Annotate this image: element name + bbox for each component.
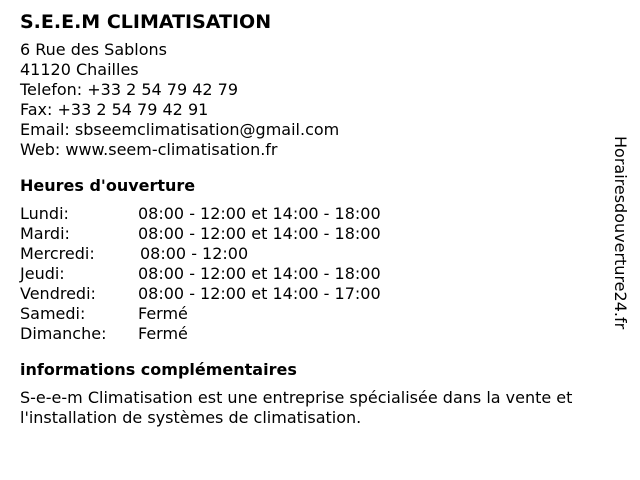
hours-row-mardi	[20, 224, 620, 244]
opening-hours-table	[20, 204, 620, 344]
hours-time: 08:00 - 12:00 et 14:00 - 18:00	[138, 204, 381, 223]
hours-day: Vendredi:	[20, 284, 96, 303]
info-description: S-e-e-m Climatisation est une entreprise spécialisée dans la vente et l'installation de systèmes de climatisation.	[20, 388, 573, 427]
hours-time: 08:00 - 12:00	[140, 244, 249, 263]
hours-row-vendredi	[20, 284, 620, 304]
hours-row-dimanche	[20, 324, 620, 344]
address-city: 41120 Chailles	[20, 60, 139, 79]
phone-line: Telefon: +33 2 54 79 42 79	[20, 80, 239, 99]
info-title: informations complémentaires	[20, 360, 297, 379]
website-line: Web: www.seem-climatisation.fr	[20, 140, 278, 159]
hours-time: Fermé	[138, 324, 188, 343]
address-street: 6 Rue des Sablons	[20, 40, 167, 59]
business-name: S.E.E.M CLIMATISATION	[20, 11, 272, 33]
hours-time: Fermé	[138, 304, 188, 323]
hours-row-mercredi	[20, 244, 620, 264]
hours-row-lundi	[20, 204, 620, 224]
hours-row-samedi	[20, 304, 620, 324]
hours-day: Jeudi:	[20, 264, 65, 283]
hours-day: Dimanche:	[20, 324, 107, 343]
hours-time: 08:00 - 12:00 et 14:00 - 18:00	[138, 264, 381, 283]
hours-day: Mardi:	[20, 224, 70, 243]
hours-row-jeudi	[20, 264, 620, 284]
business-card	[20, 8, 620, 428]
fax-line: Fax: +33 2 54 79 42 91	[20, 100, 209, 119]
hours-time: 08:00 - 12:00 et 14:00 - 17:00	[138, 284, 381, 303]
site-brand-vertical: Horairesdouverture24.fr	[611, 136, 630, 330]
hours-time: 08:00 - 12:00 et 14:00 - 18:00	[138, 224, 381, 243]
opening-hours-title: Heures d'ouverture	[20, 176, 196, 195]
hours-day: Mercredi:	[20, 244, 95, 263]
hours-day: Lundi:	[20, 204, 69, 223]
hours-day: Samedi:	[20, 304, 86, 323]
email-line: Email: sbseemclimatisation@gmail.com	[20, 120, 340, 139]
